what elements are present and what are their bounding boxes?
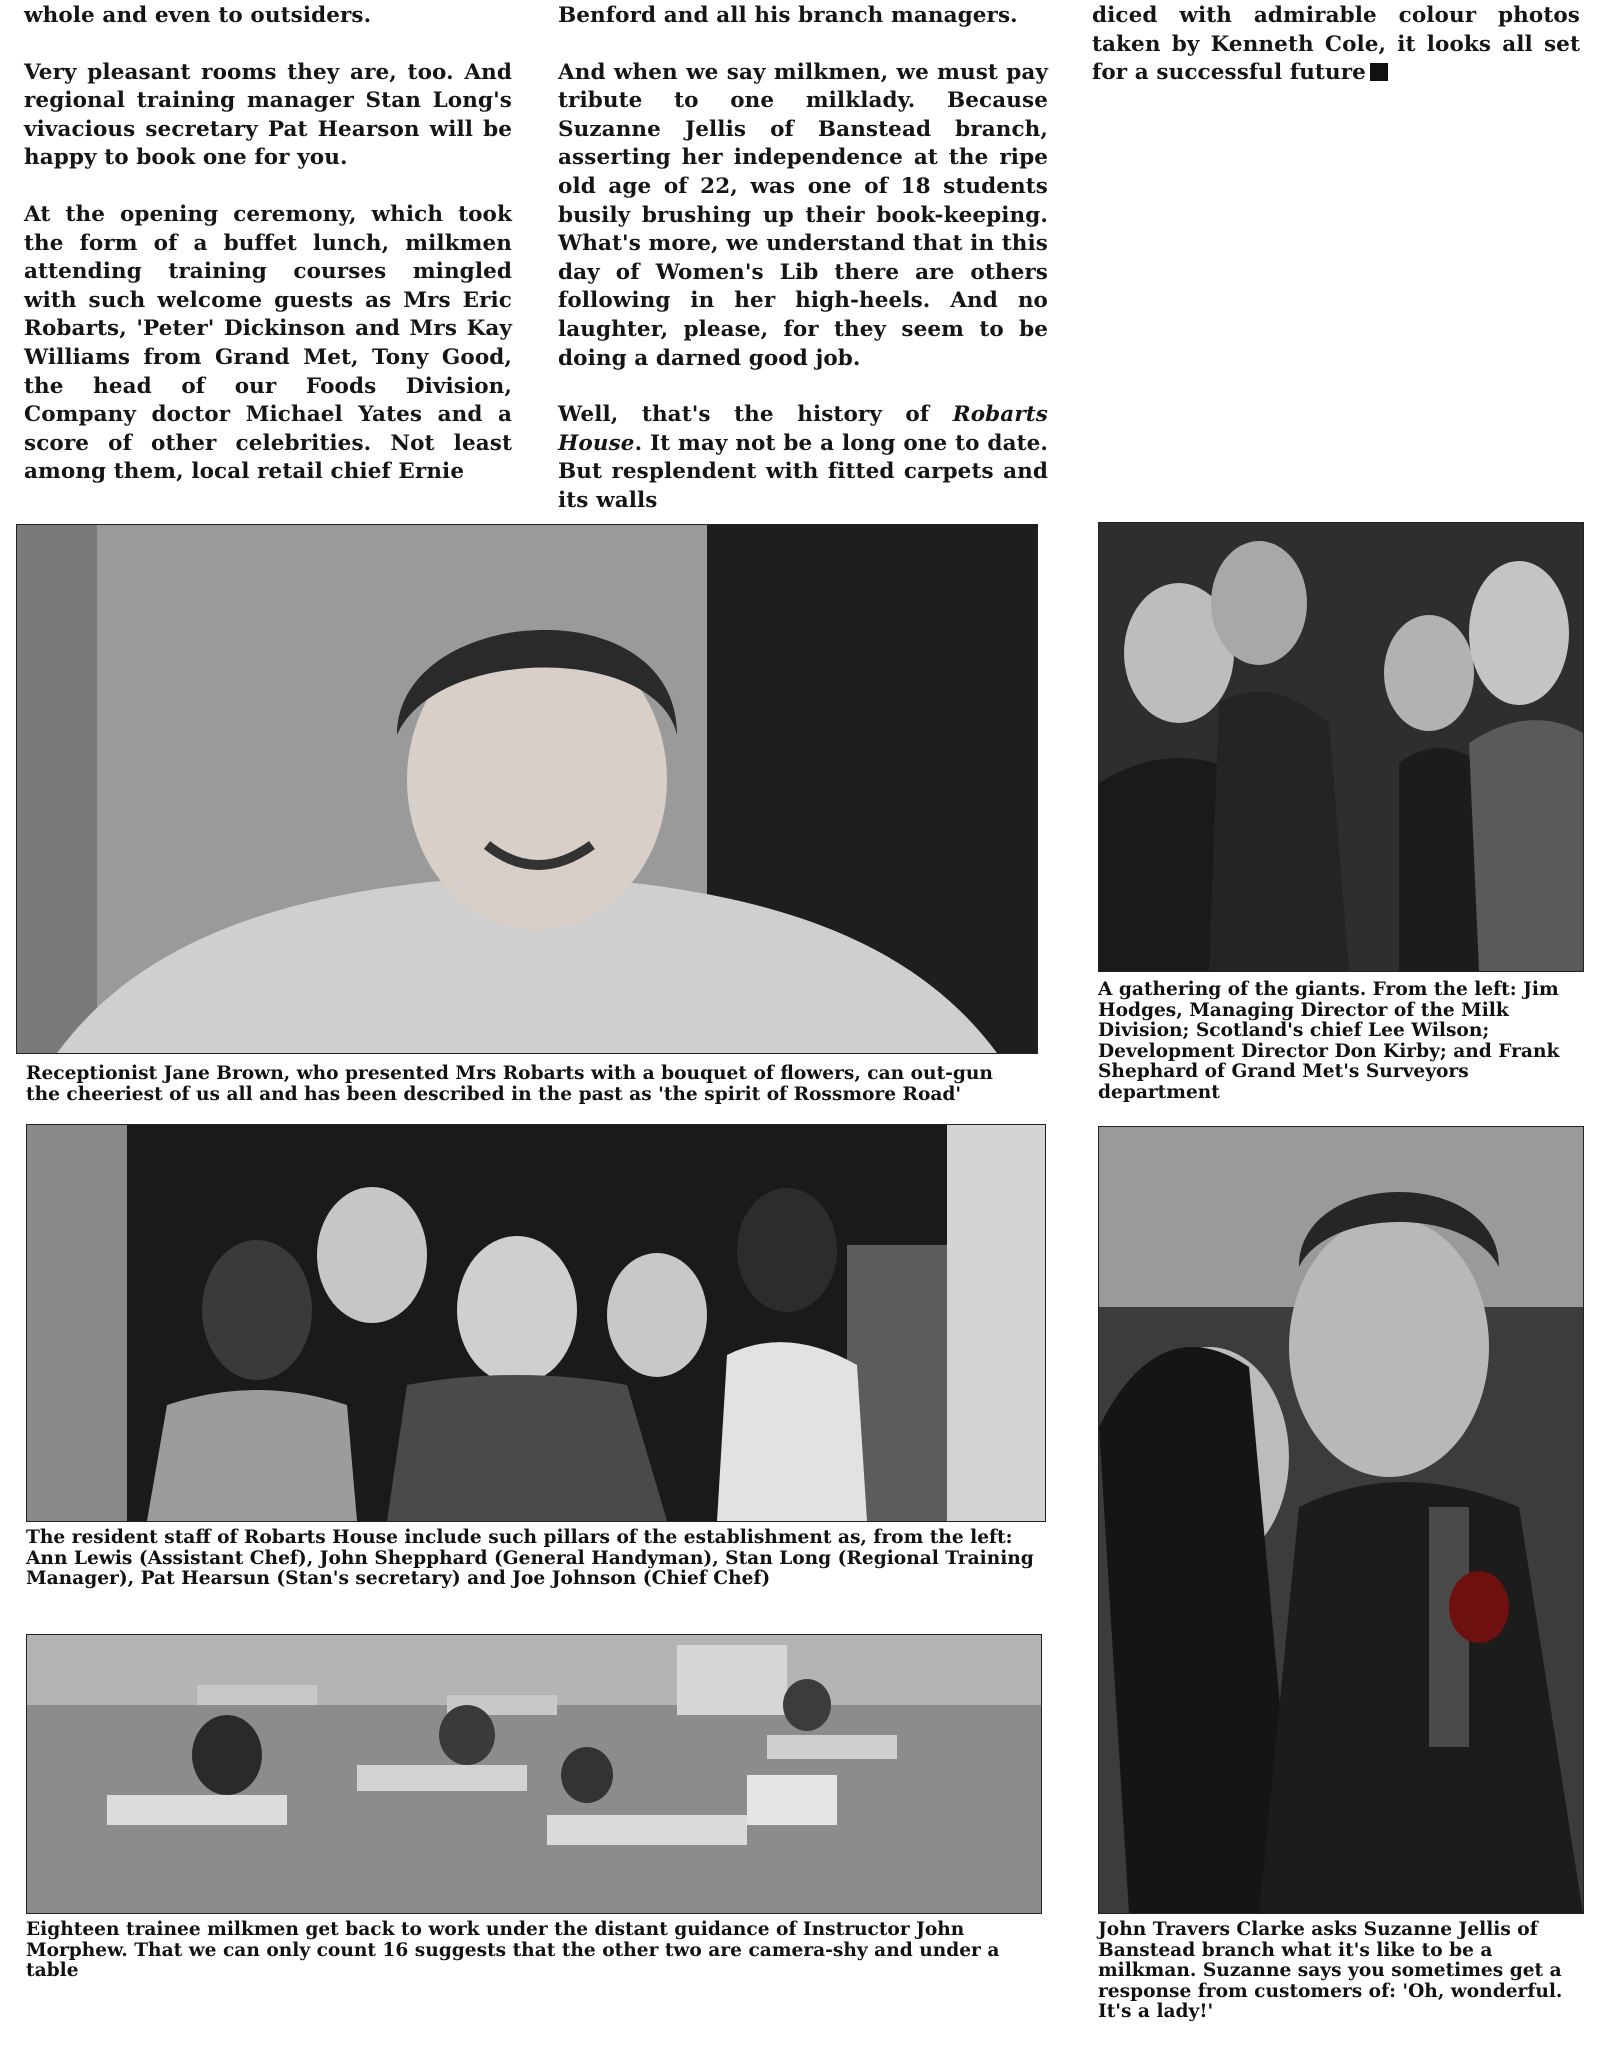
giants-photo: [1098, 522, 1584, 972]
end-mark: [1370, 63, 1388, 81]
article-paragraph: At the opening ceremony, which took the form of a buffet lunch, milkmen attending training courses mingled with such welcome guests as Mrs Eric Robarts, 'Peter' Dickinson and Mrs Kay Williams from Grand Met, Tony Good, the head of our Foods Division, Company doctor Michael Yates and a score of other celebrities. Not least among them, local retail chief Ernie: [24, 201, 512, 485]
article-paragraph: [1092, 2, 1580, 88]
article-paragraph: whole and even to outsiders.: [24, 3, 372, 28]
trainees-photo-art: [27, 1635, 1041, 1913]
article-column-3: [1092, 2, 1580, 88]
giants-photo-art: [1099, 523, 1583, 971]
receptionist-caption: Receptionist Jane Brown, who presented Mrs Robarts with a bouquet of flowers, can out-gun the cheeriest of us all and has been described in the past as 'the spirit of Rossmore Road': [26, 1063, 993, 1105]
clarke-caption: John Travers Clarke asks Suzanne Jellis of Banstead branch what it's like to be a milkman. Suzanne says you sometimes get a response from customers of: 'Oh, wonderful. It's a lady!': [1098, 1919, 1563, 2022]
giants-caption: A gathering of the giants. From the left: Jim Hodges, Managing Director of the Milk Division; Scotland's chief Lee Wilson; Development Director Don Kirby; and Frank Shephard of Grand Met's Surveyors department: [1098, 979, 1560, 1103]
article-column-2: [558, 2, 1048, 516]
article-text: Well, that's the history of: [558, 402, 953, 428]
article-paragraph: Very pleasant rooms they are, too. And regional training manager Stan Long's vivacious secretary Pat Hearson will be happy to book one for you.: [24, 59, 512, 171]
article-paragraph: Benford and all his branch managers.: [558, 3, 1018, 28]
clarke-photo: [1098, 1126, 1584, 1914]
trainees-caption: Eighteen trainee milkmen get back to work under the distant guidance of Instructor John Morphew. That we can only count 16 suggests that the other two are camera-shy and under a table: [26, 1919, 1000, 1981]
article-text: diced with admirable colour photos taken by Kenneth Cole, it looks all set for a successful future: [1092, 3, 1580, 86]
staff-photo-art: [27, 1125, 1045, 1521]
receptionist-photo-art: [17, 525, 1037, 1053]
article-text: . It may not be a long one to date. But resplendent with fitted carpets and its walls: [558, 430, 1048, 513]
trainees-photo: [26, 1634, 1042, 1914]
staff-photo: [26, 1124, 1046, 1522]
article-paragraph: [558, 401, 1048, 515]
article-italic-title: Robarts House: [558, 402, 1048, 456]
receptionist-photo: [16, 524, 1038, 1054]
clarke-photo-art: [1099, 1127, 1583, 1913]
staff-caption: The resident staff of Robarts House include such pillars of the establishment as, from the left: Ann Lewis (Assistant Chef), John Shepphard (General Handyman), Stan Long (Regional Training Manager), Pat Hearsun (Stan's secretary) and Joe Johnson (Chief Chef): [26, 1527, 1034, 1589]
article-column-1: [24, 2, 512, 487]
article-paragraph: And when we say milkmen, we must pay tribute to one milklady. Because Suzanne Jellis of Banstead branch, asserting her independence at the ripe old age of 22, was one of 18 students busily brushing up their book-keeping. What's more, we understand that in this day of Women's Lib there are others following in her high-heels. And no laughter, please, for they seem to be doing a darned good job.: [558, 59, 1048, 371]
